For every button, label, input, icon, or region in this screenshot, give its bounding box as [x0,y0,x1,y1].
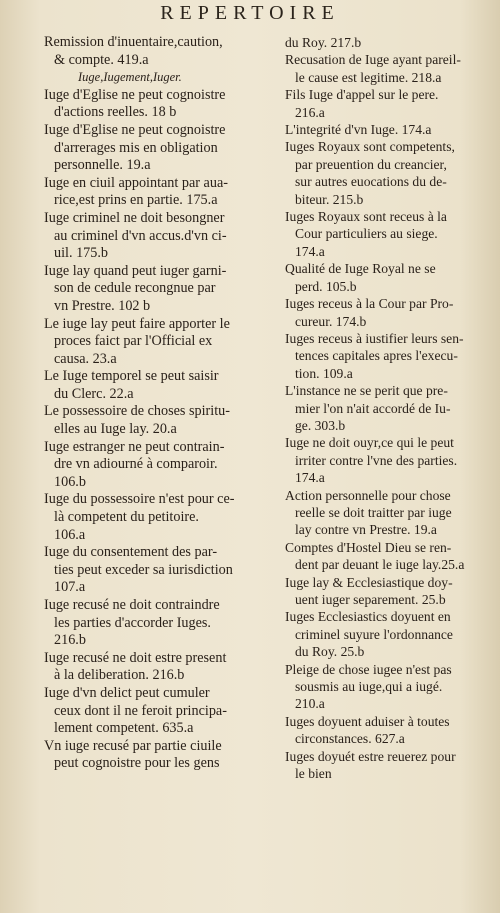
entry-continuation: 210.a [295,696,325,712]
entry-continuation: le bien [295,766,332,782]
entry-line: Iuge,Iugement,Iuger. [78,70,182,85]
index-entry [44,210,269,263]
entry-line: Le Iuge temporel se peut saisir [44,368,219,385]
index-entry [44,544,269,597]
lower-page-margin [0,820,500,913]
index-entry [44,34,269,69]
entry-continuation: 216.a [295,104,325,120]
entry-continuation: d'actions reelles. 18 b [54,104,177,121]
index-entry [285,487,493,539]
entry-continuation: 216.b [54,632,86,649]
entry-line: Pleige de chose iugee n'est pas [285,661,452,677]
entry-continuation: & compte. 419.a [54,51,149,68]
index-entry [44,650,269,685]
entry-continuation: par preuention du creancier, [295,156,447,172]
entry-line: Iuge d'Eglise ne peut cognoistre [44,86,226,103]
index-entry [285,748,493,783]
entry-continuation: ties peut exceder sa iurisdiction [54,561,233,578]
entry-continuation: uil. 175.b [54,245,108,262]
entry-continuation: biteur. 215.b [295,191,364,207]
index-entry [44,403,269,438]
entry-continuation: elles au Iuge lay. 20.a [54,421,177,438]
entry-continuation: mier l'on n'ait accordé de Iu- [295,400,451,416]
entry-line: Iuge en ciuil appointant par aua- [44,174,228,191]
entry-line: Action personnelle pour chose [285,487,451,503]
entry-continuation: 174.a [295,243,325,259]
index-entry [44,597,269,650]
entry-continuation: son de cedule recongnue par [54,280,216,297]
entry-line: Iuge criminel ne doit besongner [44,209,225,226]
index-entry [44,69,269,87]
entry-line: Vn iuge recusé par partie ciuile [44,737,222,754]
index-entry [285,295,493,330]
entry-line: Iuges receus à la Cour par Pro- [285,296,454,312]
entry-continuation: Cour particuliers au siege. [295,226,438,242]
index-entry [285,86,493,121]
entry-continuation: 106.b [54,473,86,490]
index-entry [285,121,493,138]
entry-continuation: perd. 105.b [295,278,357,294]
entry-continuation: là competent du petitoire. [54,509,199,526]
entry-line: Iuge lay quand peut iuger garni- [44,262,227,279]
entry-line: Iuge recusé ne doit contraindre [44,597,220,613]
running-header: REPERTOIRE [160,2,340,24]
entry-line: Comptes d'Hostel Dieu se ren- [285,539,452,555]
entry-continuation: cureur. 174.b [295,313,367,329]
entry-continuation: ge. 303.b [295,417,346,433]
entry-continuation: vn Prestre. 102 b [54,297,151,314]
entry-continuation: irriter contre l'vne des parties. [295,452,458,468]
entry-continuation: personnelle. 19.a [54,157,151,174]
entry-continuation: du Clerc. 22.a [54,385,134,402]
entry-continuation: circonstances. 627.a [295,731,405,747]
index-entry [285,208,493,260]
entry-continuation: dre vn adiourné à comparoir. [54,456,218,473]
entry-line: Qualité de Iuge Royal ne se [285,261,436,277]
entry-continuation: lement competent. 635.a [54,720,194,737]
entry-line: Iuge du consentement des par- [44,544,218,561]
entry-continuation: tion. 109.a [295,365,353,381]
entry-line: Iuges Ecclesiastics doyuent en [285,609,451,625]
index-entry [44,439,269,492]
index-entry [285,330,493,382]
entry-continuation: d'arrerages mis en obligation [54,139,218,156]
index-entry [285,608,493,660]
entry-line: Iuge du possessoire n'est pour ce- [44,491,235,508]
index-entry [44,175,269,210]
entry-line: Recusation de Iuge ayant pareil- [285,52,461,68]
entry-line: Iuge ne doit ouyr,ce qui le peut [285,435,454,451]
entry-continuation: du Roy. 25.b [295,644,365,660]
entry-line: L'integrité d'vn Iuge. 174.a [285,122,432,138]
left-index-column [44,34,269,773]
index-entry [44,738,269,773]
index-entry [285,661,493,713]
entry-line: Iuge recusé ne doit estre present [44,649,227,666]
index-entry [44,685,269,738]
index-entry [44,491,269,544]
entry-continuation: criminel suyure l'ordonnance [295,626,453,642]
entry-line: Iuges Royaux sont receus à la [285,209,447,225]
entry-line: Fils Iuge d'appel sur le pere. [285,87,439,103]
entry-line: Iuges doyuét estre reuerez pour [285,748,456,764]
index-entry [44,316,269,369]
entry-line: Iuge d'vn delict peut cumuler [44,684,210,701]
index-entry [44,87,269,122]
index-entry [285,260,493,295]
entry-continuation: 107.a [54,579,86,596]
entry-continuation: causa. 23.a [54,350,117,367]
index-entry [285,539,493,574]
index-entry [285,138,493,208]
entry-line: Iuges receus à iustifier leurs sen- [285,330,464,346]
entry-continuation: au criminel d'vn accus.d'vn ci- [54,227,227,244]
entry-continuation: sur autres euocations du de- [295,174,447,190]
index-entry [44,368,269,403]
entry-continuation: à la deliberation. 216.b [54,667,185,684]
entry-line: du Roy. 217.b [285,35,362,50]
entry-line: Iuge d'Eglise ne peut cognoistre [44,121,226,138]
entry-continuation: 174.a [295,470,325,486]
entry-line: L'instance ne se perit que pre- [285,383,448,399]
entry-continuation: lay contre vn Prestre. 19.a [295,522,437,538]
entry-continuation: reelle se doit traitter par iuge [295,504,452,520]
entry-line: Iuges doyuent aduiser à toutes [285,713,450,729]
right-index-column [285,34,493,782]
index-entry [285,34,493,51]
entry-continuation: le cause est legitime. 218.a [295,69,442,85]
entry-line: Remission d'inuentaire,caution, [44,34,223,50]
entry-continuation: rice,est prins en partie. 175.a [54,192,218,209]
index-entry [44,263,269,316]
index-entry [285,434,493,486]
entry-continuation: uent iuger separement. 25.b [295,592,446,607]
entry-line: Le iuge lay peut faire apporter le [44,315,230,332]
index-entry [285,574,493,609]
index-entry [285,51,493,86]
entry-line: Iuges Royaux sont competents, [285,139,455,155]
entry-continuation: proces faict par l'Official ex [54,333,213,350]
entry-continuation: peut cognoistre pour les gens [54,755,220,772]
entry-continuation: ceux dont il ne feroit principa- [54,702,227,719]
entry-line: Iuge lay & Ecclesiastique doy- [285,574,453,590]
index-entry [285,713,493,748]
entry-line: Le possessoire de choses spiritu- [44,403,230,420]
index-entry [44,122,269,175]
entry-line: Iuge estranger ne peut contrain- [44,438,225,455]
entry-continuation: sousmis au iuge,qui a iugé. [295,679,443,695]
entry-continuation: 106.a [54,526,86,543]
entry-continuation: tences capitales apres l'execu- [295,348,458,364]
entry-continuation: les parties d'accorder Iuges. [54,614,211,631]
entry-continuation: dent par deuant le iuge lay.25.a [295,557,465,573]
index-entry [285,382,493,434]
